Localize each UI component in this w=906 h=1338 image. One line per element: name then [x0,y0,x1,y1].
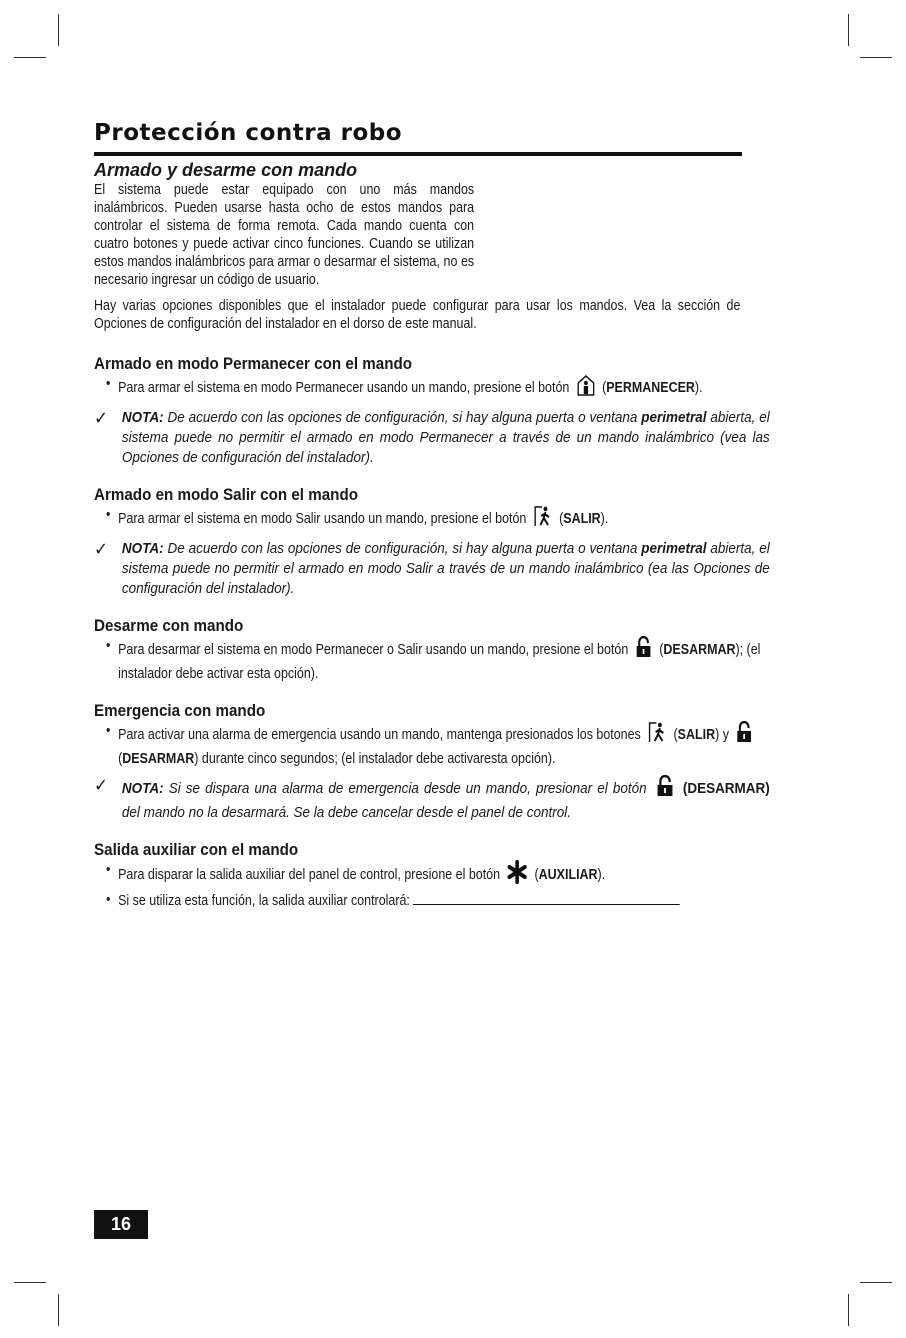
note [94,775,770,823]
heading-emergencia: Emergencia con mando [94,702,266,720]
paren-open: ( [659,641,664,658]
bullet: • [106,376,111,392]
heading-armado-permanecer: Armado en modo Permanecer con el mando [94,355,413,373]
crop-mark [58,1294,59,1326]
paren-open: ( [534,866,539,883]
text: ). [597,866,606,883]
unlock-icon [655,775,674,803]
list-item [94,721,765,769]
desarmar-label: DESARMAR [687,780,766,797]
text: ). [600,510,609,527]
paren-open: ( [602,379,607,396]
asterisk-icon [507,860,528,890]
bullet: • [106,862,111,878]
text: Para activar una alarma de emergencia usando un mando, mantenga presionados los botones [118,726,641,743]
bullet: • [106,638,111,654]
perimetral-label: perimetral [641,541,707,557]
page-number: 16 [94,1210,148,1239]
salir-label: SALIR [563,510,601,527]
desarmar-label: DESARMAR [663,641,736,658]
perimetral-label: perimetral [641,410,707,426]
text: Para desarmar el sistema en modo Permanecer o Salir usando un mando, presione el botón [118,641,629,658]
desarmar-label: DESARMAR [122,751,195,767]
auxiliar-label: AUXILIAR [538,866,598,883]
unlock-icon [736,721,753,749]
note-text: Si se dispara una alarma de emergencia desde un mando, presionar el botón [168,780,647,797]
intro-paragraph-2: Hay varias opciones disponibles que el instalador puede configurar para usar los mandos. Vea la sección de Opciones de configuración del instalador en el dorso de este manual. [94,298,741,332]
list-item [94,890,765,911]
text: Para armar el sistema en modo Permanecer usando un mando, presione el botón [118,379,570,396]
list-item [94,374,765,402]
note [94,408,770,468]
note-text: De acuerdo con las opciones de configuración, si hay alguna puerta o ventana [167,541,638,557]
paren-open: ( [682,780,688,797]
note-text: abierta, el sistema puede no permitir el armado en modo Permanecer a través de un mando inalámbrico (vea las Opciones de configuración del instalador). [121,410,770,466]
crop-mark [58,14,59,46]
list-item [94,505,765,533]
note-label: NOTA: [121,541,164,557]
crop-mark [848,14,849,46]
note-text: del mando no la desarmará. Se la debe cancelar desde el panel de control. [121,805,571,821]
note-text: abierta, el sistema puede no permitir el armado en modo Salir a través de un mando inalámbrico (ea las Opciones de configuración del instalador). [121,541,770,597]
paren-close: ) [765,780,770,797]
crop-mark [860,57,892,58]
note-label: NOTA: [121,410,164,426]
paren-open: ( [673,726,678,743]
paren-open: ( [118,751,123,767]
text: ); (el instalador debe activar esta opción). [118,641,761,682]
crop-mark [848,1294,849,1326]
text: ) durante cinco segundos; (el instalador debe activaresta opción). [194,751,556,767]
paren-close: ) [715,726,720,743]
note-label: NOTA: [121,780,164,797]
bullet: • [106,507,111,523]
heading-desarme: Desarme con mando [94,617,244,635]
check-icon: ✓ [94,775,109,795]
note [94,539,770,599]
bullet: • [106,892,111,908]
page-content [94,120,770,911]
conjunction: y [722,726,729,743]
fill-in-line [413,890,680,905]
away-icon [648,721,667,749]
check-icon: ✓ [94,408,109,428]
paren-open: ( [559,510,564,527]
crop-mark [14,57,46,58]
stay-icon [576,374,595,402]
text: Para armar el sistema en modo Salir usando un mando, presione el botón [118,510,527,527]
page-title: Protección contra robo [94,120,742,156]
intro-paragraph-1: El sistema puede estar equipado con uno más mandos inalámbricos. Pueden usarse hasta ocho de estos mandos para controlar el sistema de forma remota. Cada mando cuenta con cuatro botones y puede activar cinco funciones. Cuando se utilizan estos mandos inalámbricos para armar o desarmar el sistema, no es necesario ingresar un código de usuario. [94,182,475,288]
permanecer-label: PERMANECER [606,379,695,396]
salir-label: SALIR [677,726,716,743]
list-item [94,860,765,890]
away-icon [533,505,552,533]
bullet: • [106,723,111,739]
list-item [94,636,765,684]
note-text: De acuerdo con las opciones de configuración, si hay alguna puerta o ventana [167,410,638,426]
crop-mark [860,1282,892,1283]
unlock-icon [635,636,652,664]
check-icon: ✓ [94,539,109,559]
text: Para disparar la salida auxiliar del panel de control, presione el botón [118,866,501,883]
heading-salida-auxiliar: Salida auxiliar con el mando [94,841,299,859]
text: Si se utiliza esta función, la salida auxiliar controlará: [118,893,410,909]
crop-mark [14,1282,46,1283]
text: ). [694,379,703,396]
section-subtitle: Armado y desarme con mando [94,160,358,180]
heading-armado-salir: Armado en modo Salir con el mando [94,486,359,504]
